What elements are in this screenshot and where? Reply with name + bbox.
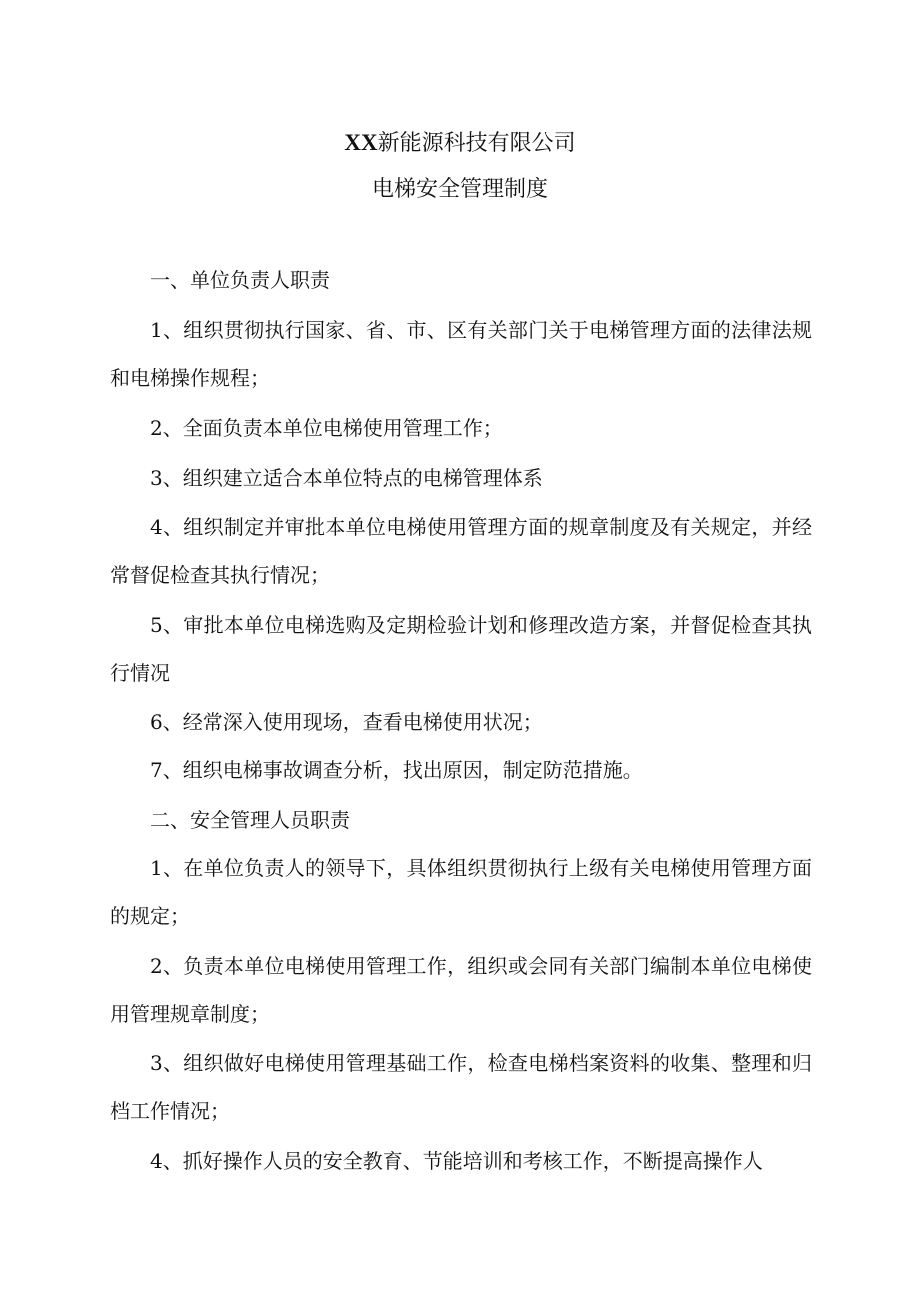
section-heading-unit-leader: 一、单位负责人职责 (150, 268, 330, 292)
company-name-heading (0, 128, 920, 159)
paragraph-leader-duty-5: 5、审批本单位电梯选购及定期检验计划和修理改造方案，并督促检查其执行情况 (110, 613, 812, 685)
paragraph-leader-duty-2: 2、全面负责本单位电梯使用管理工作； (150, 416, 503, 440)
company-name-prefix: XX (344, 130, 378, 155)
company-name-text: 新能源科技有限公司 (377, 131, 576, 156)
paragraph-leader-duty-4: 4、组织制定并审批本单位电梯使用管理方面的规章制度及有关规定，并经常督促检查其执行情况； (110, 515, 812, 587)
section-heading-safety-manager: 二、安全管理人员职责 (150, 808, 350, 832)
paragraph-leader-duty-3: 3、组织建立适合本单位特点的电梯管理体系 (150, 466, 543, 490)
paragraph-manager-duty-3: 3、组织做好电梯使用管理基础工作，检查电梯档案资料的收集、整理和归档工作情况； (110, 1051, 812, 1123)
paragraph-leader-duty-1: 1、组织贯彻执行国家、省、市、区有关部门关于电梯管理方面的法律法规和电梯操作规程； (110, 318, 812, 390)
paragraph-leader-duty-7: 7、组织电梯事故调查分析，找出原因，制定防范措施。 (150, 758, 643, 782)
document-title: 电梯安全管理制度 (371, 177, 548, 202)
paragraph-manager-duty-1: 1、在单位负责人的领导下，具体组织贯彻执行上级有关电梯使用管理方面的规定； (110, 856, 812, 928)
paragraph-leader-duty-6: 6、经常深入使用现场，查看电梯使用状况； (150, 710, 543, 734)
paragraph-manager-duty-4: 4、抓好操作人员的安全教育、节能培训和考核工作，不断提高操作人 (150, 1149, 763, 1173)
paragraph-manager-duty-2: 2、负责本单位电梯使用管理工作，组织或会同有关部门编制本单位电梯使用管理规章制度； (110, 954, 812, 1026)
